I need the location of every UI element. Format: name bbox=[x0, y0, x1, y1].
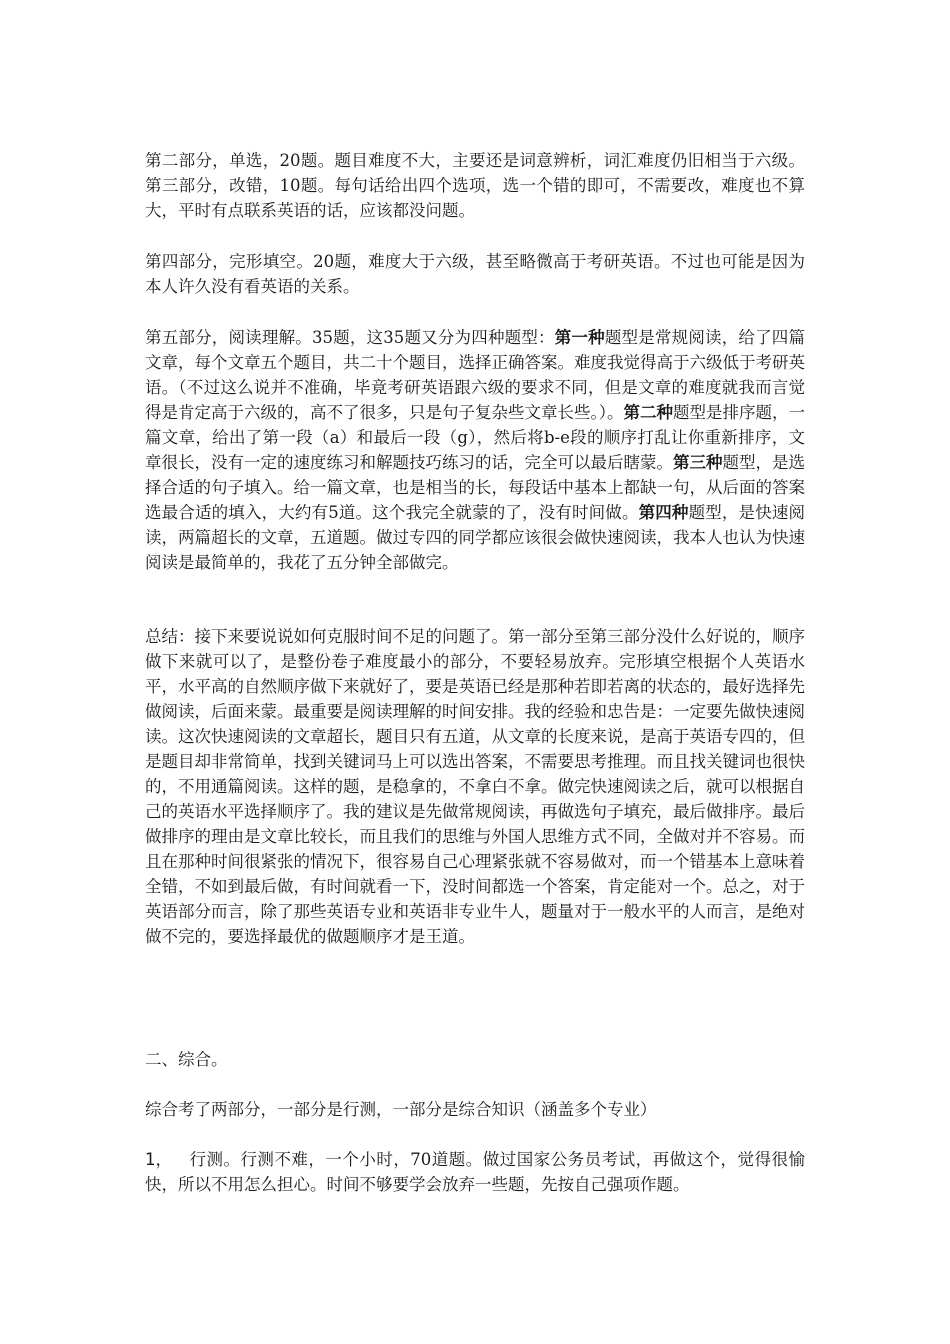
paragraph-cloze bbox=[145, 249, 805, 299]
list-number: 1， bbox=[145, 1150, 172, 1169]
bold-term-type-2: 第二种 bbox=[623, 403, 673, 422]
paragraph-text: 综合考了两部分，一部分是行测，一部分是综合知识（涵盖多个专业） bbox=[145, 1100, 657, 1119]
paragraph-composite bbox=[145, 1097, 805, 1122]
bold-term-type-4: 第四种 bbox=[638, 503, 689, 522]
paragraph-summary bbox=[145, 624, 805, 949]
paragraph-text: 题型，是快速阅读，两篇超长的文章，五道题。做过专四的同学都应该很会做快速阅读，我本人也认为快速阅读是最简单的，我花了五分钟全部做完。 bbox=[145, 503, 806, 572]
section-heading bbox=[145, 1047, 805, 1072]
bold-term-type-3: 第三种 bbox=[673, 453, 723, 472]
paragraph-text: 第四部分，完形填空。20题，难度大于六级，甚至略微高于考研英语。不过也可能是因为本人许久没有看英语的关系。 bbox=[145, 252, 805, 296]
paragraph-text: 行测。行测不难，一个小时，70道题。做过国家公务员考试，再做这个，觉得很愉快，所以不用怎么担心。时间不够要学会放弃一些题，先按自己强项作题。 bbox=[145, 1150, 805, 1194]
paragraph-text: 第二部分，单选，20题。题目难度不大，主要还是词意辨析，词汇难度仍旧相当于六级。第三部分，改错，10题。每句话给出四个选项，选一个错的即可，不需要改，难度也不算大，平时有点联系英语的话，应该都没问题。 bbox=[145, 151, 805, 220]
bold-term-type-1: 第一种 bbox=[554, 328, 605, 347]
paragraph-text: 总结：接下来要说说如何克服时间不足的问题了。第一部分至第三部分没什么好说的，顺序做下来就可以了，是整份卷子难度最小的部分，不要轻易放弃。完形填空根据个人英语水平，水平高的自然顺序做下来就好了，要是英语已经是那种若即若离的状态的，最好选择先做阅读，后面来蒙。最重要是阅读理解的时间安排。我的经验和忠告是：一定要先做快速阅读。这次快速阅读的文章超长，题目只有五道，从文章的长度来说，是高于英语专四的，但是题目却非常简单，找到关键词马上可以选出答案，不需要思考推理。而且找关键词也很快的，不用通篇阅读。这样的题，是稳拿的，不拿白不拿。做完快速阅读之后，就可以根据自己的英语水平选择顺序了。我的建议是先做常规阅读，再做选句子填充，最后做排序。最后做排序的理由是文章比较长，而且我们的思维与外国人思维方式不同，全做对并不容易。而且在那种时间很紧张的情况下，很容易自己心理紧张就不容易做对，而一个错基本上意味着全错，不如到最后做，有时间就看一下，没时间都选一个答案，肯定能对一个。总之，对于英语部分而言，除了那些英语专业和英语非专业牛人，题量对于一般水平的人而言，是绝对做不完的，要选择最优的做题顺序才是王道。 bbox=[145, 627, 805, 946]
list-item-1 bbox=[145, 1147, 805, 1197]
paragraph-text: 第五部分，阅读理解。35题，这35题又分为四种题型： bbox=[145, 328, 555, 347]
paragraph-text: 题型是常规阅读，给了四篇文章，每个文章五个题目，共二十个题目，选择正确答案。难度我觉得高于六级低于考研英语。（不过这么说并不准确，毕竟考研英语跟六级的要求不同，但是文章的难度就我而言觉得是肯定高于六级的，高不了很多，只是句子复杂些文章长些。）。 bbox=[145, 328, 805, 422]
heading-text: 二、综合。 bbox=[145, 1050, 228, 1069]
paragraph-text: 题型，是选择合适的句子填入。给一篇文章，也是相当的长，每段话中基本上都缺一句，从后面的答案选最合适的填入，大约有5道。这个我完全就蒙的了，没有时间做。 bbox=[145, 453, 805, 522]
paragraph-reading bbox=[145, 325, 805, 575]
paragraph-text: 题型是排序题，一篇文章，给出了第一段（a）和最后一段（g），然后将b-e段的顺序打乱让你重新排序，文章很长，没有一定的速度练习和解题技巧练习的话，完全可以最后瞎蒙。 bbox=[145, 403, 805, 472]
paragraph-single-choice bbox=[145, 148, 805, 223]
